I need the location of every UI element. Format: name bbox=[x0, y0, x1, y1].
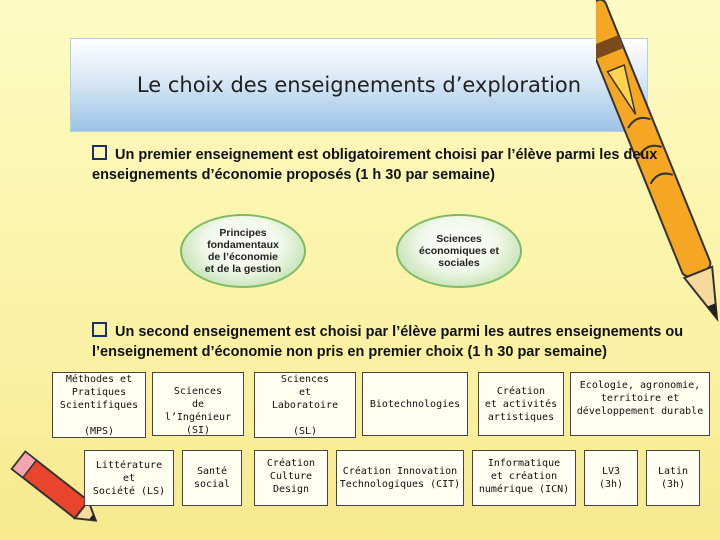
ses-option bbox=[396, 214, 522, 288]
option-mps: Méthodes et Pratiques Scientifiques (MPS) bbox=[52, 372, 146, 438]
bullet-second-choice bbox=[92, 322, 702, 362]
option-cit: Création Innovation Technologiques (CIT) bbox=[336, 450, 464, 506]
option-si: Sciences de l’Ingénieur (SI) bbox=[152, 372, 244, 436]
option-latin: Latin (3h) bbox=[646, 450, 700, 506]
option-sante-social: Santé social bbox=[182, 450, 242, 506]
option-ecology: Ecologie, agronomie, territoire et développement durable bbox=[570, 372, 710, 436]
option-icn: Informatique et création numérique (ICN) bbox=[472, 450, 576, 506]
option-sl: Sciences et Laboratoire (SL) bbox=[254, 372, 356, 438]
bullet-first-choice bbox=[92, 145, 702, 185]
checkbox-bullet-icon bbox=[92, 145, 107, 160]
ses-label: Sciences économiques et sociales bbox=[419, 233, 499, 269]
option-creation-culture-design: Création Culture Design bbox=[254, 450, 328, 506]
option-lv3: LV3 (3h) bbox=[584, 450, 638, 506]
checkbox-bullet-icon bbox=[92, 322, 107, 337]
page-title: Le choix des enseignements d’exploration bbox=[136, 73, 582, 97]
pfeg-option bbox=[180, 214, 306, 288]
bullet-first-text: Un premier enseignement est obligatoirement choisi par l’élève parmi les deux enseignements d’économie proposés (1 h 30 par semaine) bbox=[92, 147, 658, 183]
option-biotech: Biotechnologies bbox=[362, 372, 468, 436]
option-creation-arts: Création et activités artistiques bbox=[478, 372, 564, 436]
bullet-second-text: Un second enseignement est choisi par l’élève parmi les autres enseignements ou l’enseignement d’économie non pris en premier choix (1 h 30 par semaine) bbox=[92, 324, 684, 360]
option-ls: Littérature et Société (LS) bbox=[84, 450, 174, 506]
title-banner bbox=[70, 38, 648, 132]
pfeg-label: Principes fondamentaux de l’économie et de la gestion bbox=[204, 227, 282, 275]
